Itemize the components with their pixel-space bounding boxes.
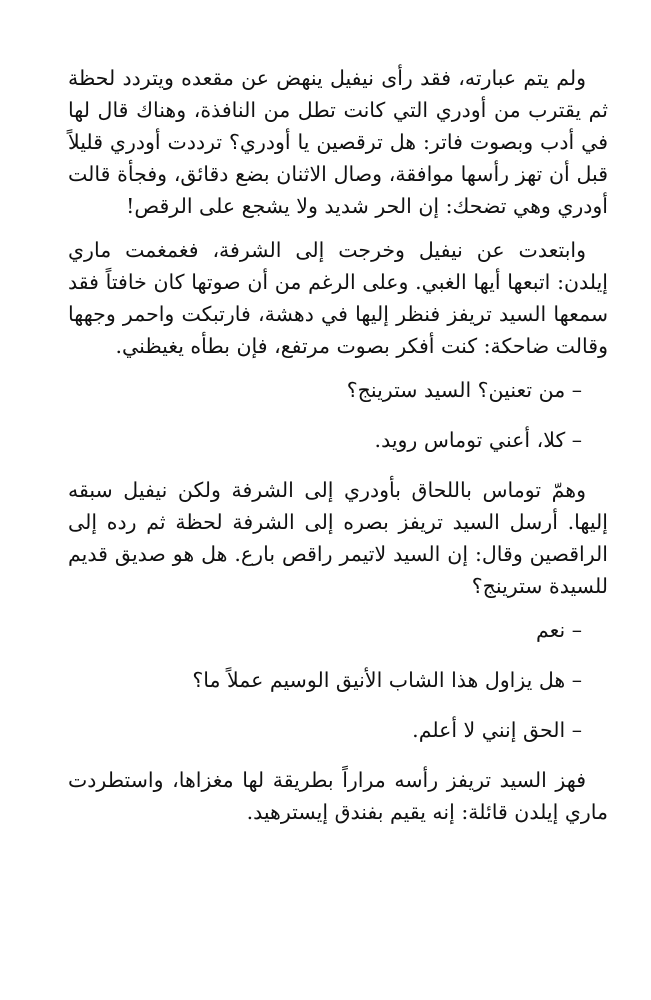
- paragraph: فهز السيد تريفز رأسه مراراً بطريقة لها مغزاها، واستطردت ماري إيلدن قائلة: إنه يقيم بفندق إيسترهيد.: [68, 768, 608, 824]
- page-text: [68, 62, 608, 840]
- paragraph: ولم يتم عبارته، فقد رأى نيفيل ينهض عن مقعده ويتردد لحظة ثم يقترب من أودري التي كانت تطل من النافذة، وهناك قال لها في أدب وبصوت فاتر: هل ترقصين يا أودري؟ ترددت أودري قليلاً قبل أن تهز رأسها موافقة، وصال الاثنان بضع دقائق، وفجأة قالت أودري وهي تضحك: إن الحر شديد ولا يشجع على الرقص!: [68, 66, 608, 218]
- dialogue-line: – كلا، أعني توماس رويد.: [374, 428, 582, 452]
- dialogue-line: – من تعنين؟ السيد سترينج؟: [346, 378, 582, 402]
- dialogue-line: – هل يزاول هذا الشاب الأنيق الوسيم عملاً ما؟: [192, 668, 582, 692]
- dialogue-line: – نعم: [535, 618, 582, 642]
- paragraph: وابتعدت عن نيفيل وخرجت إلى الشرفة، فغمغمت ماري إيلدن: اتبعها أيها الغبي. وعلى الرغم من أن صوتها كان خافتاً فقد سمعها السيد تريفز فنظر إليها في دهشة، فارتبكت واحمر وجهها وقالت ضاحكة: كنت أفكر بصوت مرتفع، فإن بطأه يغيظني.: [68, 238, 608, 358]
- dialogue-line: – الحق إنني لا أعلم.: [412, 718, 582, 742]
- paragraph: وهمّ توماس باللحاق بأودري إلى الشرفة ولكن نيفيل سبقه إليها. أرسل السيد تريفز بصره إلى الشرفة لحظة ثم رده إلى الراقصين وقال: إن السيد لاتيمر راقص بارع. هل هو صديق قديم للسيدة سترينج؟: [68, 478, 608, 598]
